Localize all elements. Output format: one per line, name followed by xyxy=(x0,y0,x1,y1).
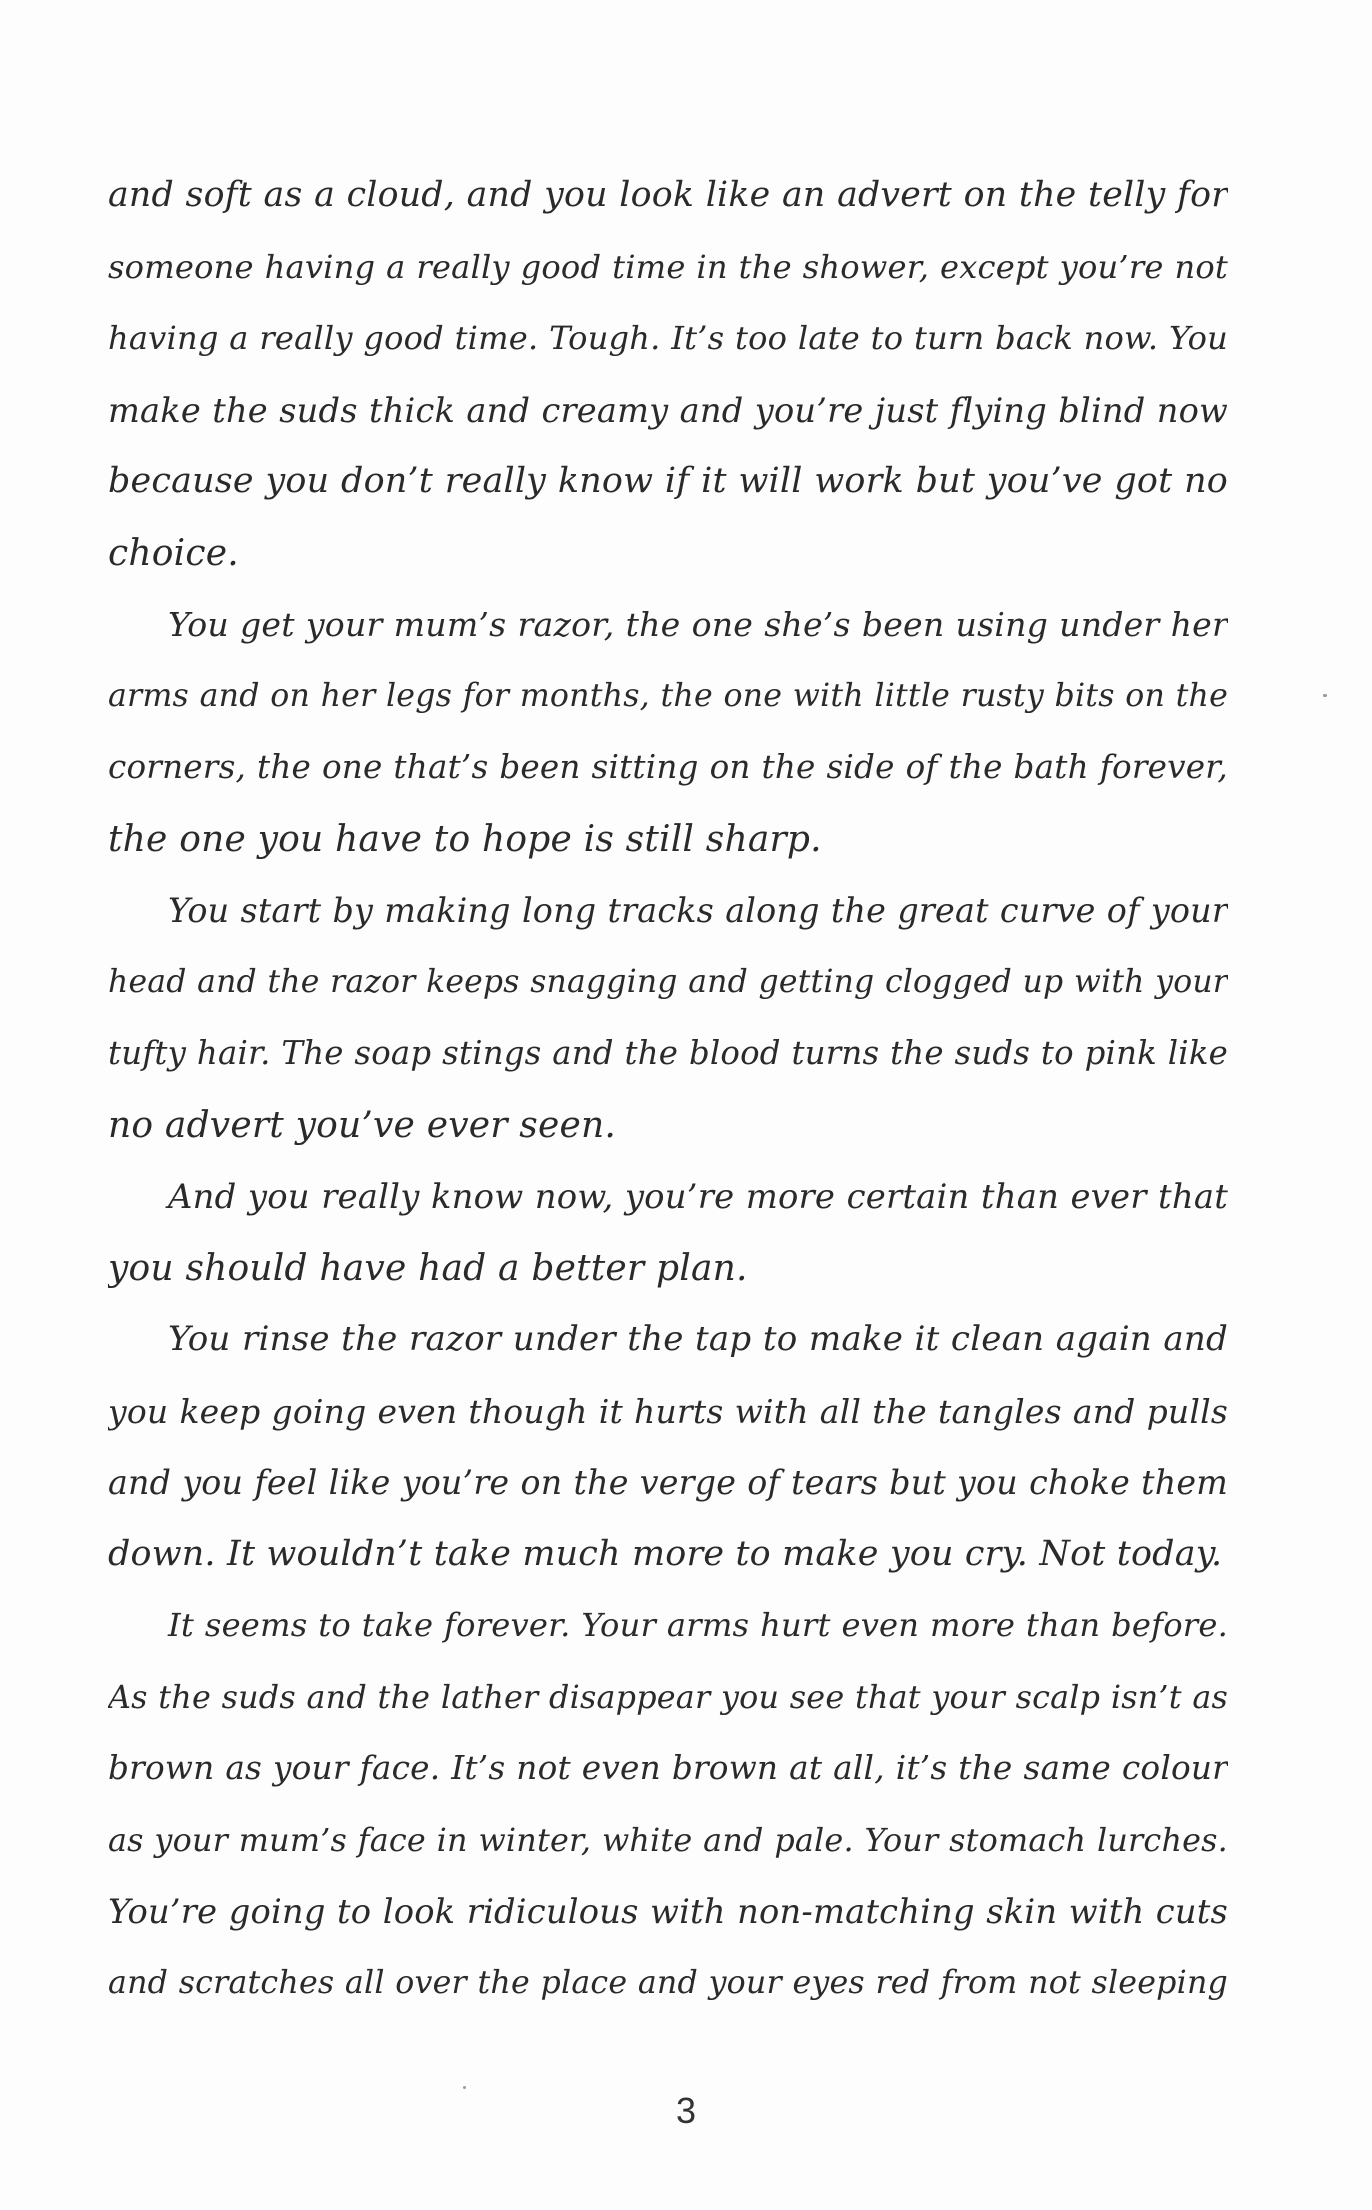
text-line: and soft as a cloud, and you look like an advert on the telly for xyxy=(108,175,1228,215)
text-line: make the suds thick and creamy and you’re just flying blind now xyxy=(108,390,1228,430)
text-line: corners, the one that’s been sitting on the side of the bath forever, xyxy=(108,748,1228,786)
text-line: someone having a really good time in the shower, except you’re not xyxy=(108,247,1228,286)
text-line: As the suds and the lather disappear you see that your scalp isn’t as xyxy=(108,1678,1228,1716)
scan-speck xyxy=(463,2086,466,2089)
text-line: as your mum’s face in winter, white and pale. Your stomach lurches. xyxy=(108,1820,1228,1859)
text-line: head and the razor keeps snagging and getting clogged up with your xyxy=(108,963,1228,1000)
scan-speck xyxy=(1323,694,1327,697)
text-line: It seems to take forever. Your arms hurt even more than before. xyxy=(168,1606,1228,1644)
text-line: because you don’t really know if it will work but you’ve got no xyxy=(108,461,1228,501)
text-line: having a really good time. Tough. It’s too late to turn back now. You xyxy=(108,319,1228,357)
text-line: and scratches all over the place and your eyes red from not sleeping xyxy=(108,1964,1228,2001)
text-line: And you really know now, you’re more certain than ever that xyxy=(168,1177,1228,1216)
text-line: brown as your face. It’s not even brown at all, it’s the same colour xyxy=(108,1749,1228,1787)
text-line: You get your mum’s razor, the one she’s been using under her xyxy=(168,605,1228,644)
text-line: You’re going to look ridiculous with non-matching skin with cuts xyxy=(108,1892,1228,1931)
text-line: no advert you’ve ever seen. xyxy=(108,1104,617,1146)
text-line: You start by making long tracks along the great curve of your xyxy=(168,891,1228,930)
text-line: and you feel like you’re on the verge of tears but you choke them xyxy=(108,1463,1228,1502)
body-text xyxy=(108,160,1228,2019)
text-line: arms and on her legs for months, the one with little rusty bits on the xyxy=(108,677,1228,714)
page-number: 3 xyxy=(675,2090,697,2131)
text-line: tufty hair. The soap stings and the blood turns the suds to pink like xyxy=(108,1034,1228,1072)
text-line: You rinse the razor under the tap to make it clean again and xyxy=(168,1319,1228,1359)
text-line: the one you have to hope is still sharp. xyxy=(108,818,822,860)
text-line: you keep going even though it hurts with all the tangles and pulls xyxy=(108,1391,1228,1431)
text-line: you should have had a better plan. xyxy=(108,1247,748,1289)
text-line: down. It wouldn’t take much more to make you cry. Not today. xyxy=(108,1533,1223,1574)
text-line: choice. xyxy=(108,532,239,574)
